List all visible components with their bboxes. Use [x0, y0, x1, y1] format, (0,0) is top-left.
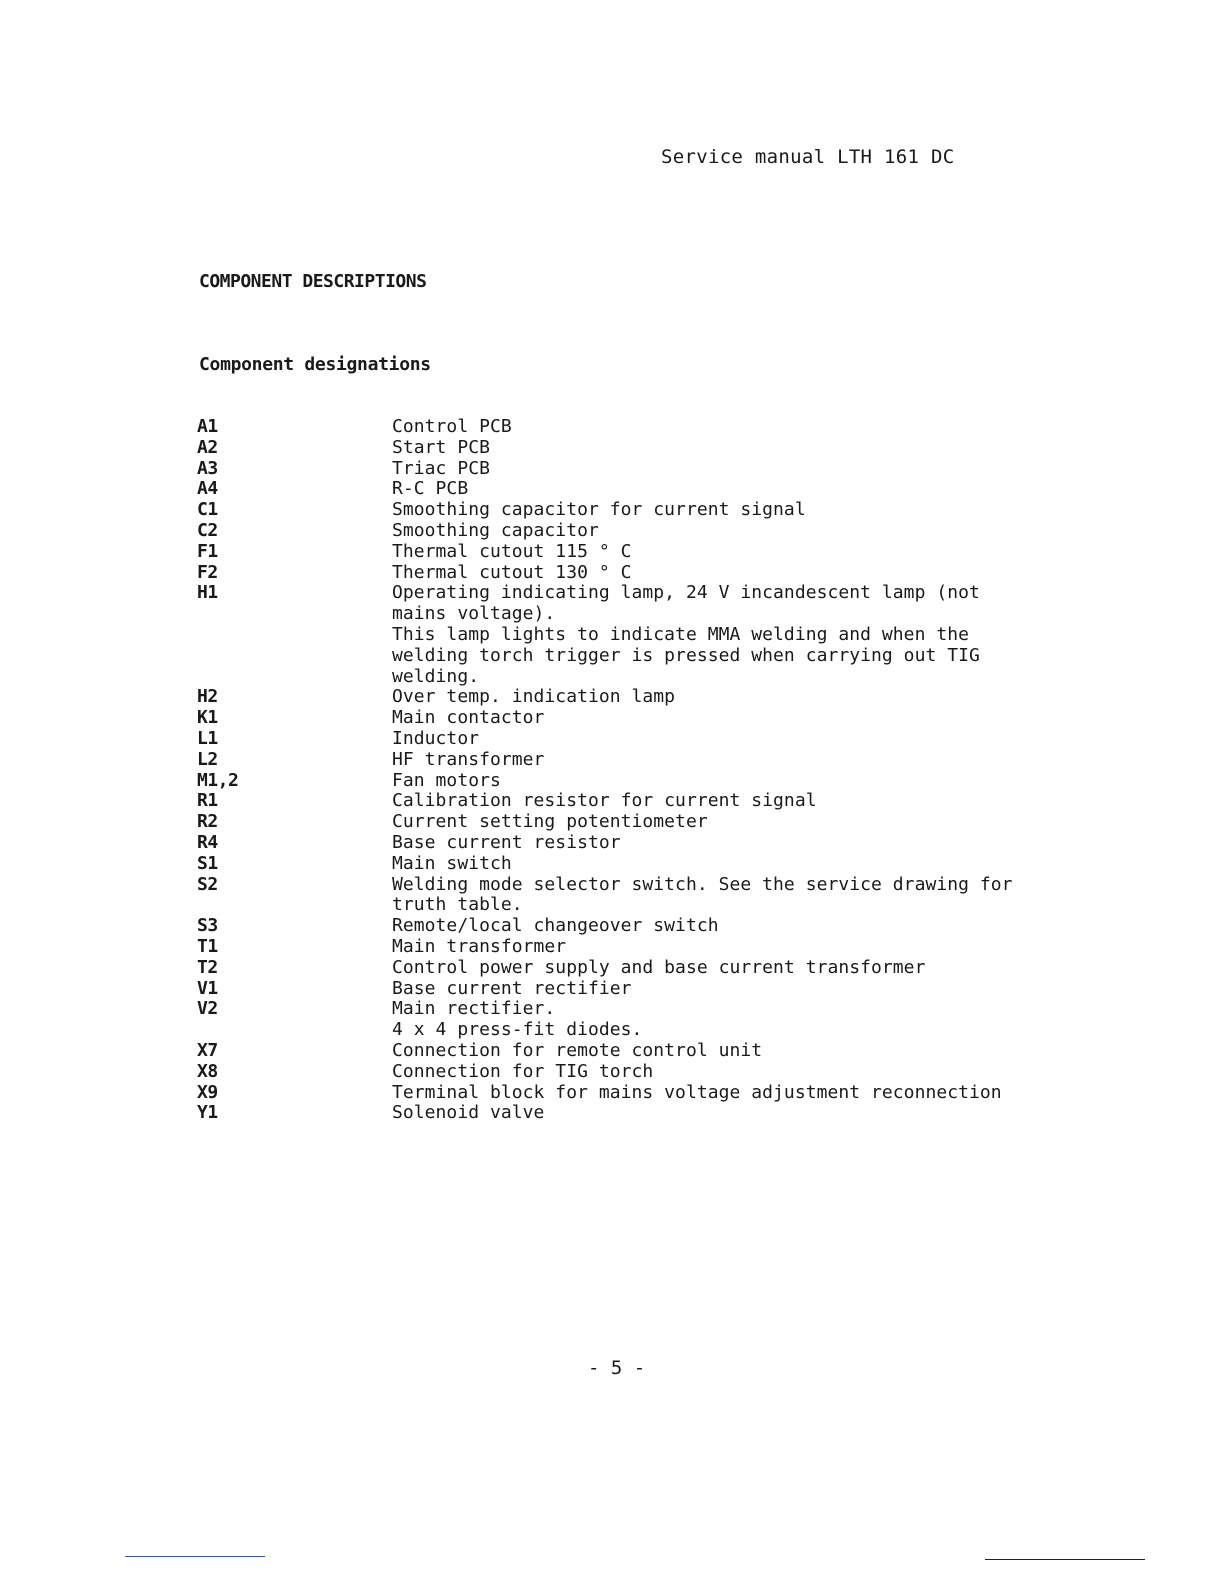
description-line: mains voltage).	[392, 603, 556, 625]
component-description	[392, 500, 1057, 521]
component-row	[197, 521, 1057, 542]
component-code: X8	[197, 1060, 218, 1082]
component-code: T1	[197, 935, 218, 957]
component-row	[197, 791, 1057, 812]
component-description	[392, 459, 1057, 480]
description-line: Main transformer	[392, 935, 567, 957]
description-line: HF transformer	[392, 748, 545, 770]
description-line: Over temp. indication lamp	[392, 686, 676, 708]
component-code: V2	[197, 998, 218, 1020]
description-line: Control PCB	[392, 416, 512, 437]
component-description	[392, 1083, 1057, 1104]
component-description	[392, 833, 1057, 854]
component-description	[392, 583, 1057, 687]
component-row	[197, 1083, 1057, 1104]
component-code: L1	[197, 727, 218, 749]
description-line: Start PCB	[392, 436, 490, 458]
component-row	[197, 854, 1057, 875]
description-line: Main rectifier.	[392, 998, 556, 1020]
component-description	[392, 708, 1057, 729]
component-description	[392, 979, 1057, 1000]
component-code: K1	[197, 707, 218, 729]
component-description	[392, 417, 1057, 438]
component-code: H2	[197, 686, 218, 708]
component-row	[197, 1103, 1057, 1124]
component-row	[197, 833, 1057, 854]
component-row	[197, 417, 1057, 438]
component-code: S2	[197, 873, 218, 895]
component-row	[197, 708, 1057, 729]
description-line: Solenoid valve	[392, 1102, 545, 1124]
component-description	[392, 999, 1057, 1041]
sub-title: Component designations	[199, 354, 431, 375]
description-line: Fan motors	[392, 769, 501, 791]
component-code: R2	[197, 811, 218, 833]
component-row	[197, 937, 1057, 958]
component-row	[197, 500, 1057, 521]
component-row	[197, 958, 1057, 979]
component-code: C1	[197, 499, 218, 521]
description-line: Calibration resistor for current signal	[392, 790, 817, 812]
component-code: R4	[197, 831, 218, 853]
component-code: A2	[197, 436, 218, 458]
component-description	[392, 479, 1057, 500]
description-line: welding.	[392, 665, 480, 687]
component-description	[392, 750, 1057, 771]
component-code: H1	[197, 582, 218, 604]
component-row	[197, 750, 1057, 771]
component-code: Y1	[197, 1102, 218, 1124]
component-row	[197, 999, 1057, 1041]
component-description	[392, 958, 1057, 979]
component-description	[392, 687, 1057, 708]
component-row	[197, 729, 1057, 750]
component-description	[392, 854, 1057, 875]
description-line: Thermal cutout 115 ° C	[392, 540, 632, 562]
component-description	[392, 812, 1057, 833]
component-row	[197, 583, 1057, 687]
component-code: A3	[197, 457, 218, 479]
description-line: Operating indicating lamp, 24 V incandescent lamp (not	[392, 582, 980, 604]
component-description	[392, 916, 1057, 937]
description-line: Welding mode selector switch. See the service drawing for	[392, 873, 1013, 895]
component-row	[197, 687, 1057, 708]
component-description	[392, 563, 1057, 584]
description-line: Base current rectifier	[392, 977, 632, 999]
description-line: Base current resistor	[392, 831, 621, 853]
component-description	[392, 1062, 1057, 1083]
component-row	[197, 563, 1057, 584]
component-code: F2	[197, 561, 218, 583]
description-line: Control power supply and base current transformer	[392, 956, 926, 978]
description-line: This lamp lights to indicate MMA welding and when the	[392, 623, 970, 645]
component-description	[392, 438, 1057, 459]
component-code: R1	[197, 790, 218, 812]
component-code: T2	[197, 956, 218, 978]
component-row	[197, 1041, 1057, 1062]
scan-artifact-line	[125, 1556, 265, 1557]
component-code: A4	[197, 478, 218, 500]
description-line: Main switch	[392, 852, 512, 874]
component-code: C2	[197, 519, 218, 541]
description-line: Inductor	[392, 727, 480, 749]
description-line: truth table.	[392, 894, 523, 916]
component-code: V1	[197, 977, 218, 999]
page-number: - 5 -	[588, 1357, 646, 1379]
description-line: Connection for remote control unit	[392, 1039, 763, 1061]
component-code: A1	[197, 416, 218, 437]
component-description	[392, 937, 1057, 958]
component-row	[197, 812, 1057, 833]
component-code: L2	[197, 748, 218, 770]
description-line: Triac PCB	[392, 457, 490, 479]
description-line: Remote/local changeover switch	[392, 915, 719, 937]
description-line: Main contactor	[392, 707, 545, 729]
component-row	[197, 916, 1057, 937]
component-code: X7	[197, 1039, 218, 1061]
component-description	[392, 875, 1057, 917]
component-row	[197, 438, 1057, 459]
component-row	[197, 459, 1057, 480]
description-line: Thermal cutout 130 ° C	[392, 561, 632, 583]
description-line: Connection for TIG torch	[392, 1060, 654, 1082]
component-description	[392, 791, 1057, 812]
component-list	[197, 417, 1057, 1124]
component-code: M1,2	[197, 769, 239, 791]
component-row	[197, 1062, 1057, 1083]
page-header: Service manual LTH 161 DC	[661, 146, 955, 168]
description-line: Smoothing capacitor for current signal	[392, 499, 806, 521]
component-description	[392, 1103, 1057, 1124]
section-title: COMPONENT DESCRIPTIONS	[199, 271, 427, 292]
description-line: Smoothing capacitor	[392, 519, 599, 541]
component-row	[197, 979, 1057, 1000]
component-row	[197, 479, 1057, 500]
description-line: R-C PCB	[392, 478, 469, 500]
component-code: F1	[197, 540, 218, 562]
description-line: welding torch trigger is pressed when carrying out TIG	[392, 644, 980, 666]
component-description	[392, 521, 1057, 542]
component-code: S3	[197, 915, 218, 937]
component-row	[197, 771, 1057, 792]
component-description	[392, 729, 1057, 750]
description-line: Current setting potentiometer	[392, 811, 708, 833]
component-row	[197, 875, 1057, 917]
component-description	[392, 542, 1057, 563]
description-line: Terminal block for mains voltage adjustment reconnection	[392, 1081, 1002, 1103]
component-code: X9	[197, 1081, 218, 1103]
component-code: S1	[197, 852, 218, 874]
scan-artifact-line	[985, 1559, 1145, 1560]
component-row	[197, 542, 1057, 563]
component-description	[392, 1041, 1057, 1062]
component-description	[392, 771, 1057, 792]
description-line: 4 x 4 press-fit diodes.	[392, 1019, 643, 1041]
